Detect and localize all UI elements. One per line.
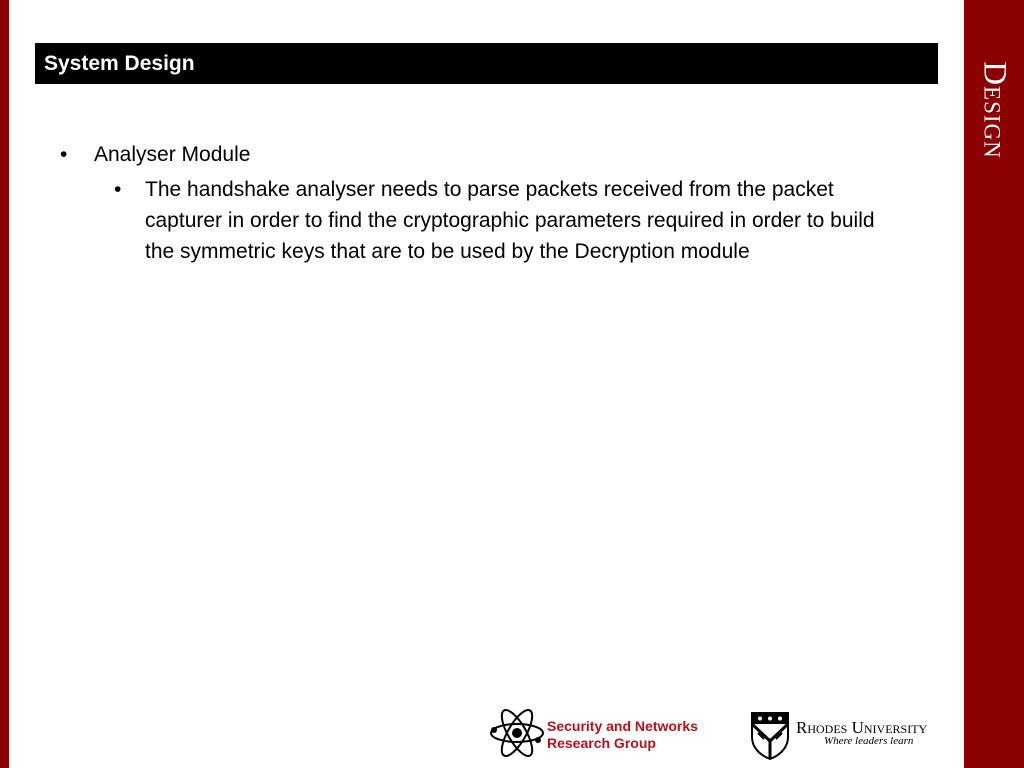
university-name: Rhodes University (796, 718, 928, 737)
group-logo-line1: Security and Networks (547, 718, 698, 734)
sub-bullet-text: The handshake analyser needs to parse packets received from the packet capturer in order to find the cryptographic parameters required in order to build the symmetric keys that are to be used by the Decryption module (145, 178, 875, 263)
group-logo-line2: Research Group (547, 735, 656, 751)
bullet-dot-icon: • (60, 143, 68, 166)
university-crest-icon (750, 711, 790, 761)
footer-logos (488, 706, 948, 764)
bullet-text: Analyser Module (94, 143, 251, 166)
slide-title: System Design (44, 52, 195, 75)
group-logo-text (547, 718, 698, 752)
university-tagline: Where leaders learn (824, 735, 914, 747)
bullet-dot-icon: • (114, 178, 122, 201)
atom-logo-icon (488, 708, 548, 758)
section-label: Design (976, 61, 1013, 159)
